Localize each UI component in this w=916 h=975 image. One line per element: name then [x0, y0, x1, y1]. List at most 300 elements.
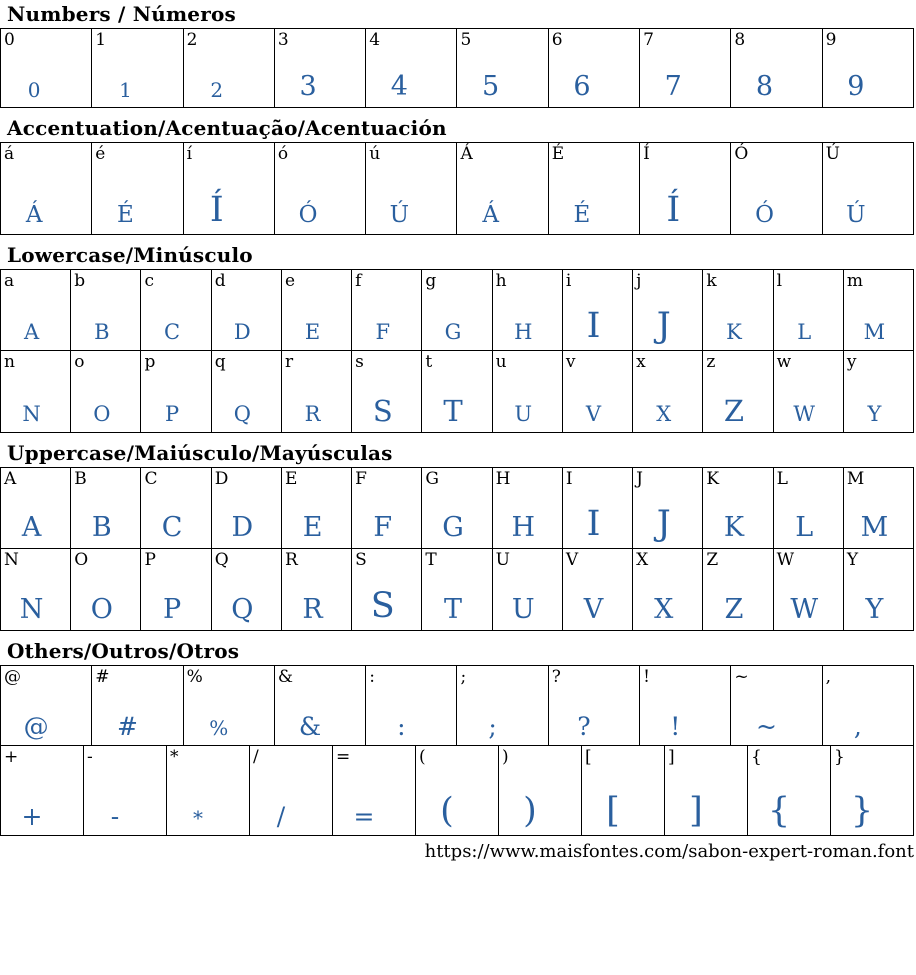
char-cell: [633, 468, 703, 548]
section-uppercase: [0, 442, 916, 631]
char-glyph: }: [850, 791, 874, 832]
char-label: V: [565, 550, 579, 570]
char-label: N: [4, 550, 19, 570]
char-glyph: J: [656, 504, 671, 545]
char-glyph: F: [373, 512, 393, 544]
char-glyph: Q: [233, 402, 251, 427]
char-label: ~: [734, 667, 749, 687]
char-glyph: Ó: [298, 202, 318, 229]
char-cell: [493, 351, 563, 432]
char-row: [0, 746, 914, 836]
char-cell: [774, 270, 844, 350]
char-label: ]: [668, 747, 675, 767]
char-row: [0, 269, 914, 351]
char-glyph: C: [164, 320, 181, 345]
char-cell: [665, 746, 748, 835]
char-glyph: X: [656, 402, 672, 427]
char-glyph: R: [302, 594, 323, 626]
char-label: *: [170, 747, 179, 767]
char-label: l: [776, 271, 783, 291]
char-label: R: [284, 550, 298, 570]
char-glyph: K: [723, 512, 745, 544]
char-glyph: Y: [865, 594, 884, 626]
char-label: ): [502, 747, 509, 767]
char-glyph: S: [370, 586, 395, 627]
char-glyph: (: [440, 791, 454, 832]
char-glyph: K: [726, 320, 742, 345]
char-label: -: [87, 747, 93, 767]
char-label: {: [751, 747, 762, 767]
char-label: @: [4, 667, 21, 687]
char-glyph: *: [193, 806, 203, 830]
char-glyph: ~: [756, 711, 777, 741]
char-label: S: [355, 550, 367, 570]
char-label: 0: [4, 30, 15, 50]
char-cell: [92, 29, 183, 107]
char-row: [0, 142, 914, 235]
char-row: [0, 665, 914, 746]
char-glyph: Ú: [389, 202, 410, 229]
char-label: U: [495, 550, 510, 570]
char-glyph: G: [442, 512, 464, 544]
char-cell: [457, 29, 548, 107]
char-label: s: [355, 352, 364, 372]
char-cell: [748, 746, 831, 835]
char-glyph: ;: [488, 711, 497, 741]
char-glyph: #: [116, 711, 138, 741]
char-cell: [1, 666, 92, 745]
char-label: ?: [551, 667, 561, 687]
char-glyph: Ú: [846, 202, 866, 229]
char-label: M: [846, 469, 865, 489]
char-cell: [1, 270, 71, 350]
char-cell: [275, 29, 366, 107]
char-label: q: [214, 352, 226, 372]
char-cell: [282, 549, 352, 630]
char-cell: [493, 270, 563, 350]
char-cell: [703, 270, 773, 350]
char-label: J: [636, 469, 643, 489]
char-cell: [831, 746, 913, 835]
char-label: E: [284, 469, 298, 489]
char-glyph: N: [19, 594, 44, 626]
char-cell: [71, 549, 141, 630]
specimen-sections: [0, 3, 916, 836]
char-glyph: U: [511, 594, 535, 626]
char-cell: [633, 351, 703, 432]
char-glyph: 5: [482, 71, 500, 103]
char-cell: [212, 270, 282, 350]
char-cell: [333, 746, 416, 835]
char-cell: [844, 270, 913, 350]
char-label: o: [74, 352, 85, 372]
char-cell: [582, 746, 665, 835]
char-label: !: [643, 667, 650, 687]
char-cell: [352, 468, 422, 548]
char-row: [0, 549, 914, 631]
char-cell: [774, 468, 844, 548]
char-cell: [422, 270, 492, 350]
char-glyph: B: [94, 320, 110, 345]
char-row: [0, 28, 914, 108]
char-label: ;: [460, 667, 467, 687]
char-cell: [823, 29, 913, 107]
char-glyph: T: [443, 394, 463, 429]
char-glyph: M: [863, 320, 886, 345]
char-label: b: [74, 271, 86, 291]
char-glyph: :: [397, 711, 406, 741]
char-label: É: [551, 144, 565, 164]
char-glyph: O: [93, 402, 111, 427]
char-cell: [1, 746, 84, 835]
char-label: +: [4, 747, 19, 767]
char-cell: [212, 549, 282, 630]
char-label: =: [336, 747, 351, 767]
char-cell: [212, 468, 282, 548]
char-glyph: L: [795, 512, 814, 544]
char-glyph: B: [91, 512, 112, 544]
char-label: H: [495, 469, 511, 489]
char-glyph: D: [231, 512, 254, 544]
char-label: Y: [846, 550, 859, 570]
char-label: h: [495, 271, 507, 291]
char-cell: [212, 351, 282, 432]
char-label: Z: [706, 550, 719, 570]
char-cell: [141, 468, 211, 548]
char-cell: [640, 666, 731, 745]
char-cell: [275, 143, 366, 234]
char-label: 9: [825, 30, 837, 50]
char-glyph: %: [209, 716, 229, 740]
char-label: Q: [214, 550, 229, 570]
char-cell: [282, 270, 352, 350]
char-label: x: [636, 352, 646, 372]
char-label: z: [706, 352, 716, 372]
char-cell: [1, 468, 71, 548]
char-cell: [731, 143, 822, 234]
char-cell: [282, 468, 352, 548]
char-glyph: U: [514, 402, 533, 427]
char-cell: [71, 468, 141, 548]
char-glyph: =: [353, 801, 375, 831]
char-label: ú: [369, 144, 381, 164]
char-label: 8: [734, 30, 746, 50]
char-glyph: 8: [755, 71, 774, 103]
char-glyph: ): [523, 791, 537, 832]
char-label: Ó: [734, 144, 749, 164]
char-label: f: [355, 271, 362, 291]
char-label: %: [186, 667, 203, 687]
char-cell: [184, 666, 275, 745]
char-label: 4: [369, 30, 381, 50]
char-label: j: [636, 271, 642, 291]
char-cell: [731, 29, 822, 107]
char-label: a: [4, 271, 15, 291]
char-label: [: [585, 747, 592, 767]
char-glyph: H: [514, 320, 533, 345]
char-label: D: [214, 469, 229, 489]
char-glyph: D: [233, 320, 251, 345]
section-title: Accentuation/Acentuação/Acentuación: [7, 116, 447, 140]
char-label: 3: [277, 30, 289, 50]
char-cell: [493, 549, 563, 630]
char-cell: [844, 549, 913, 630]
font-specimen-page: [0, 3, 916, 975]
char-label: t: [425, 352, 433, 372]
char-cell: [92, 143, 183, 234]
char-glyph: E: [304, 320, 321, 345]
char-label: K: [706, 469, 720, 489]
char-label: v: [565, 352, 576, 372]
char-cell: [1, 29, 92, 107]
char-glyph: W: [790, 594, 819, 626]
char-glyph: 0: [27, 78, 41, 102]
char-label: #: [95, 667, 110, 687]
char-glyph: 9: [847, 71, 865, 103]
char-cell: [352, 549, 422, 630]
char-cell: [366, 29, 457, 107]
char-glyph: Á: [25, 202, 43, 229]
char-cell: [184, 143, 275, 234]
char-glyph: Á: [482, 202, 499, 229]
char-label: y: [846, 352, 857, 372]
char-label: é: [95, 144, 106, 164]
char-label: d: [214, 271, 226, 291]
char-cell: [774, 549, 844, 630]
char-glyph: F: [375, 320, 391, 345]
char-cell: [549, 666, 640, 745]
section-title: Others/Outros/Otros: [7, 639, 240, 663]
char-cell: [549, 143, 640, 234]
char-glyph: +: [21, 801, 43, 831]
char-glyph: 4: [390, 71, 408, 103]
char-cell: [703, 351, 773, 432]
char-cell: [352, 351, 422, 432]
char-glyph: V: [585, 402, 602, 427]
char-cell: [422, 468, 492, 548]
char-glyph: ,: [853, 711, 862, 741]
char-cell: [640, 143, 731, 234]
char-glyph: X: [654, 594, 674, 626]
char-label: }: [834, 747, 845, 767]
char-cell: [703, 468, 773, 548]
char-cell: [282, 351, 352, 432]
char-cell: [167, 746, 250, 835]
char-row: [0, 351, 914, 433]
char-cell: [71, 270, 141, 350]
char-row: [0, 467, 914, 549]
char-glyph: R: [304, 402, 321, 427]
char-glyph: !: [670, 711, 681, 741]
char-glyph: Í: [666, 190, 681, 231]
char-cell: [633, 549, 703, 630]
char-cell: [493, 468, 563, 548]
char-glyph: L: [797, 320, 812, 345]
char-cell: [1, 143, 92, 234]
char-cell: [92, 666, 183, 745]
char-cell: [352, 270, 422, 350]
char-glyph: Ó: [755, 202, 774, 229]
char-glyph: W: [793, 402, 815, 427]
char-glyph: ]: [689, 791, 703, 832]
char-label: B: [74, 469, 87, 489]
char-cell: [1, 351, 71, 432]
char-label: e: [284, 271, 295, 291]
char-cell: [184, 29, 275, 107]
char-label: Í: [643, 144, 650, 164]
char-label: ,: [825, 667, 832, 687]
char-glyph: Y: [867, 402, 882, 427]
char-glyph: Í: [209, 190, 224, 231]
char-label: I: [565, 469, 573, 489]
char-label: P: [144, 550, 156, 570]
char-cell: [703, 549, 773, 630]
char-cell: [141, 549, 211, 630]
section-lowercase: [0, 244, 916, 433]
char-cell: [416, 746, 499, 835]
char-label: A: [4, 469, 17, 489]
section-numbers: [0, 3, 916, 108]
char-label: O: [74, 550, 89, 570]
char-glyph: 3: [299, 71, 317, 103]
char-cell: [563, 270, 633, 350]
char-glyph: M: [860, 512, 889, 544]
char-cell: [457, 143, 548, 234]
char-cell: [640, 29, 731, 107]
char-glyph: ?: [577, 711, 591, 741]
section-others: [0, 640, 916, 836]
char-glyph: J: [656, 306, 671, 347]
section-title: Numbers / Números: [7, 2, 236, 26]
char-glyph: Z: [724, 594, 744, 626]
char-cell: [499, 746, 582, 835]
char-glyph: É: [573, 202, 591, 229]
char-glyph: G: [444, 320, 462, 345]
char-cell: [422, 351, 492, 432]
char-cell: [457, 666, 548, 745]
char-glyph: Z: [723, 394, 745, 429]
char-cell: [549, 29, 640, 107]
char-cell: [844, 468, 913, 548]
char-label: á: [4, 144, 15, 164]
char-glyph: [: [606, 791, 620, 832]
char-label: /: [253, 747, 259, 767]
char-glyph: P: [163, 594, 182, 626]
char-label: (: [419, 747, 426, 767]
char-glyph: A: [21, 512, 42, 544]
footer-url: https://www.maisfontes.com/sabon-expert-roman.font: [424, 841, 914, 862]
char-glyph: 2: [210, 78, 224, 102]
char-label: p: [144, 352, 156, 372]
char-label: Á: [460, 144, 473, 164]
char-cell: [563, 549, 633, 630]
char-glyph: H: [511, 512, 536, 544]
char-label: c: [144, 271, 154, 291]
char-glyph: E: [302, 512, 323, 544]
char-glyph: N: [22, 402, 41, 427]
char-label: 7: [643, 30, 654, 50]
char-label: i: [565, 271, 572, 291]
char-label: W: [776, 550, 795, 570]
char-glyph: 6: [573, 71, 591, 103]
char-label: X: [636, 550, 649, 570]
section-accentuation: [0, 117, 916, 235]
char-label: &: [277, 667, 294, 687]
char-label: 2: [186, 30, 198, 50]
char-cell: [823, 143, 913, 234]
char-cell: [71, 351, 141, 432]
char-glyph: -: [110, 801, 120, 831]
char-cell: [422, 549, 492, 630]
char-glyph: P: [165, 402, 180, 427]
char-label: í: [186, 144, 193, 164]
char-glyph: I: [586, 306, 601, 347]
char-label: n: [4, 352, 15, 372]
char-glyph: I: [586, 504, 601, 545]
char-label: 6: [551, 30, 563, 50]
char-cell: [1, 549, 71, 630]
char-label: w: [776, 352, 792, 372]
char-cell: [250, 746, 333, 835]
char-glyph: T: [444, 594, 463, 626]
char-label: G: [425, 469, 439, 489]
char-cell: [563, 468, 633, 548]
char-cell: [366, 666, 457, 745]
char-label: L: [776, 469, 788, 489]
char-glyph: Q: [231, 594, 254, 626]
char-glyph: S: [372, 394, 393, 429]
char-cell: [366, 143, 457, 234]
char-cell: [275, 666, 366, 745]
char-glyph: É: [117, 202, 134, 229]
char-label: ó: [277, 144, 289, 164]
char-glyph: 1: [119, 78, 132, 102]
section-title: Lowercase/Minúsculo: [7, 243, 253, 267]
char-label: g: [425, 271, 437, 291]
char-label: u: [495, 352, 507, 372]
char-glyph: {: [767, 791, 791, 832]
char-label: Ú: [825, 144, 840, 164]
char-cell: [844, 351, 913, 432]
char-cell: [633, 270, 703, 350]
char-glyph: &: [298, 711, 322, 741]
char-glyph: @: [23, 711, 49, 741]
char-label: T: [425, 550, 437, 570]
char-cell: [731, 666, 822, 745]
char-label: C: [144, 469, 158, 489]
char-cell: [141, 270, 211, 350]
char-label: :: [369, 667, 375, 687]
char-label: k: [706, 271, 717, 291]
section-title: Uppercase/Maiúsculo/Mayúsculas: [7, 441, 393, 465]
char-label: m: [846, 271, 863, 291]
char-glyph: O: [90, 594, 113, 626]
char-glyph: A: [24, 320, 40, 345]
char-cell: [563, 351, 633, 432]
char-label: r: [284, 352, 294, 372]
char-cell: [141, 351, 211, 432]
char-label: 1: [95, 30, 107, 50]
char-cell: [823, 666, 913, 745]
char-glyph: V: [583, 594, 604, 626]
char-cell: [84, 746, 167, 835]
char-label: F: [355, 469, 367, 489]
char-glyph: 7: [664, 71, 682, 103]
char-glyph: /: [276, 801, 286, 831]
char-label: 5: [460, 30, 472, 50]
char-glyph: C: [161, 512, 183, 544]
char-cell: [774, 351, 844, 432]
